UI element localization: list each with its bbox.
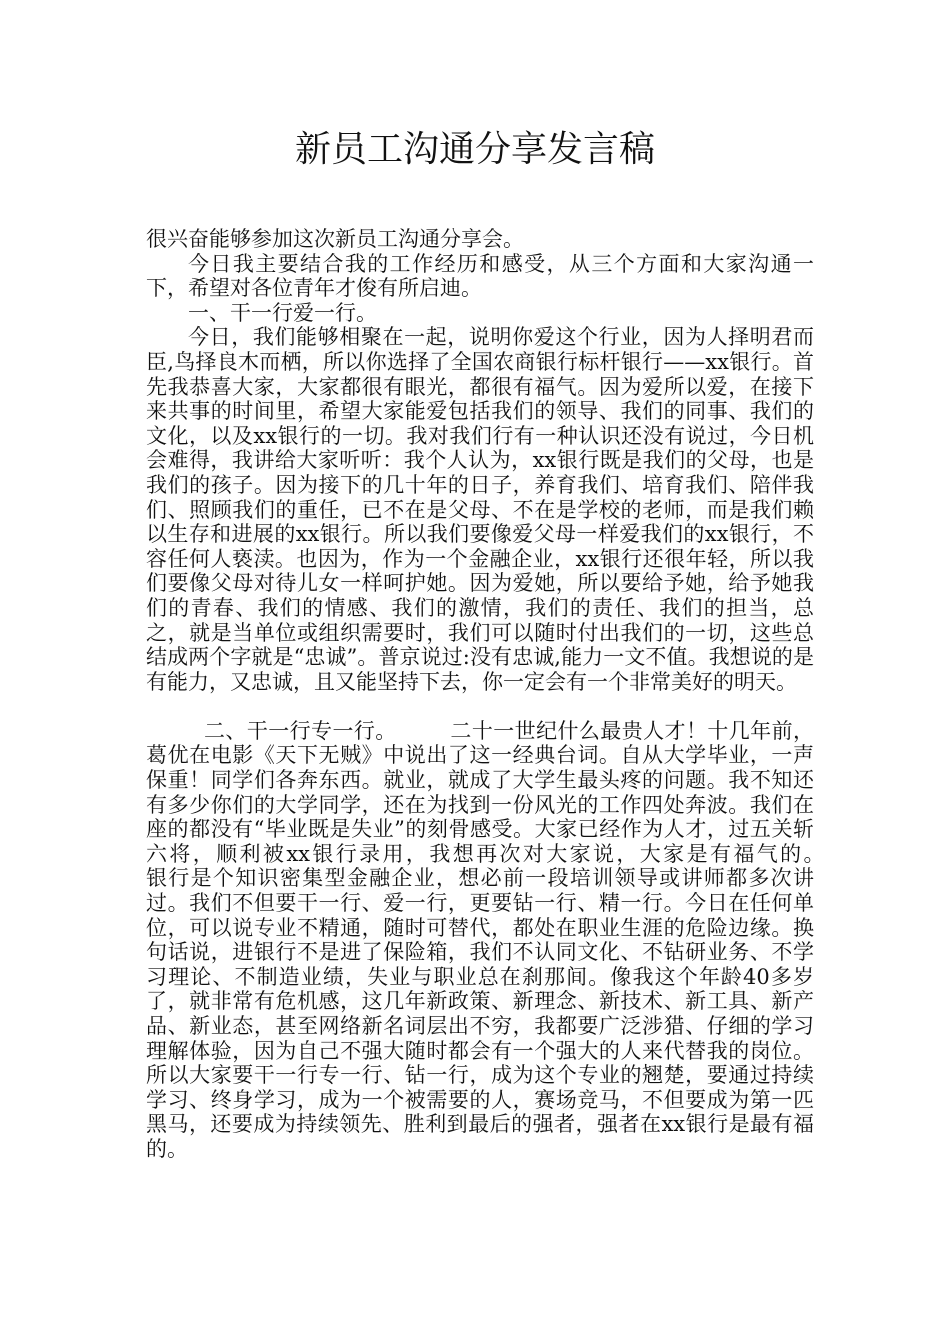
paragraph-spacer [146, 694, 814, 719]
document-title: 新员工沟通分享发言稿 [294, 129, 655, 170]
paragraph-intro: 很兴奋能够参加这次新员工沟通分享会。 [146, 227, 524, 251]
paragraph-section-2: 二、干一行专一行。 二十一世纪什么最贵人才！十几年前，葛优在电影《天下无贼》中说出了这一经典台词。自从大学毕业，一声保重！同学们各奔东西。就业，就成了大学生最头疼的问题。我不知还有多少你们的大学同学，还在为找到一份风光的工作四处奔波。我们在座的都没有“毕业既是失业”的刻骨感受。大家已经作为人才，过五关斩六将，顺利被xx银行录用，我想再次对大家说，大家是有福气的。 银行是个知识密集型金融企业，想必前一段培训领导或讲师都多次讲过。我们不但要干一行、爱一行，更要钻一行、精一行。今日在任何单位，可以说专业不精通，随时可替代，都处在职业生涯的危险边缘。换句话说，进银行不是进了保险箱，我们不认同文化、不钻研业务、不学习理论、不制造业绩，失业与职业总在刹那间。像我这个年龄40多岁了，就非常有危机感，这几年新政策、新理念、新技术、新工具、新产品、新业态，甚至网络新名词层出不穷，我都要广泛涉猎、仔细的学习理解体验，因为自己不强大随时都会有一个强大的人来代替我的岗位。所以大家要干一行专一行、钻一行，成为这个专业的翘楚，要通过持续学习、终身学习，成为一个被需要的人，赛场竞马，不但要成为第一匹黑马，还要成为持续领先、胜利到最后的强者，强者在xx银行是最有福的。 [146, 718, 877, 1161]
paragraph-section-1: 今日，我们能够相聚在一起，说明你爱这个行业，因为人择明君而臣,鸟择良木而栖，所以你选择了全国农商银行标杆银行——xx银行。首先我恭喜大家，大家都很有眼光，都很有福气。因为爱所以爱，在接下来共事的时间里，希望大家能爱包括我们的领导、我们的同事、我们的文化，以及xx银行的一切。我对我们行有一种认识还没有说过，今日机会难得，我讲给大家听听：我个人认为，xx银行既是我们的父母，也是我们的孩子。因为接下的几十年的日子，养育我们、培育我们、陪伴我们、照顾我们的重任，已不在是父母、不在是学校的老师，而是我们赖以生存和进展的xx银行。所以我们要像爱父母一样爱我们的xx银行，不容任何人亵渎。也因为，作为一个金融企业，xx银行还很年轻，所以我们要像父母对待儿女一样呵护她。因为爱她，所以要给予她，给予她我们的青春、我们的情感、我们的激情，我们的责任、我们的担当，总之，就是当单位或组织需要时，我们可以随时付出我们的一切，这些总结成两个字就是“忠诚”。普京说过:没有忠诚,能力一文不值。我想说的是有能力，又忠诚，且又能坚持下去，你一定会有一个非常美好的明天。 [146, 325, 814, 694]
paragraph-overview: 今日我主要结合我的工作经历和感受，从三个方面和大家沟通一下，希望对各位青年才俊有所启迪。 [146, 251, 814, 301]
section-heading-1: 一、干一行爱一行。 [188, 300, 377, 325]
document-body [146, 227, 877, 1162]
